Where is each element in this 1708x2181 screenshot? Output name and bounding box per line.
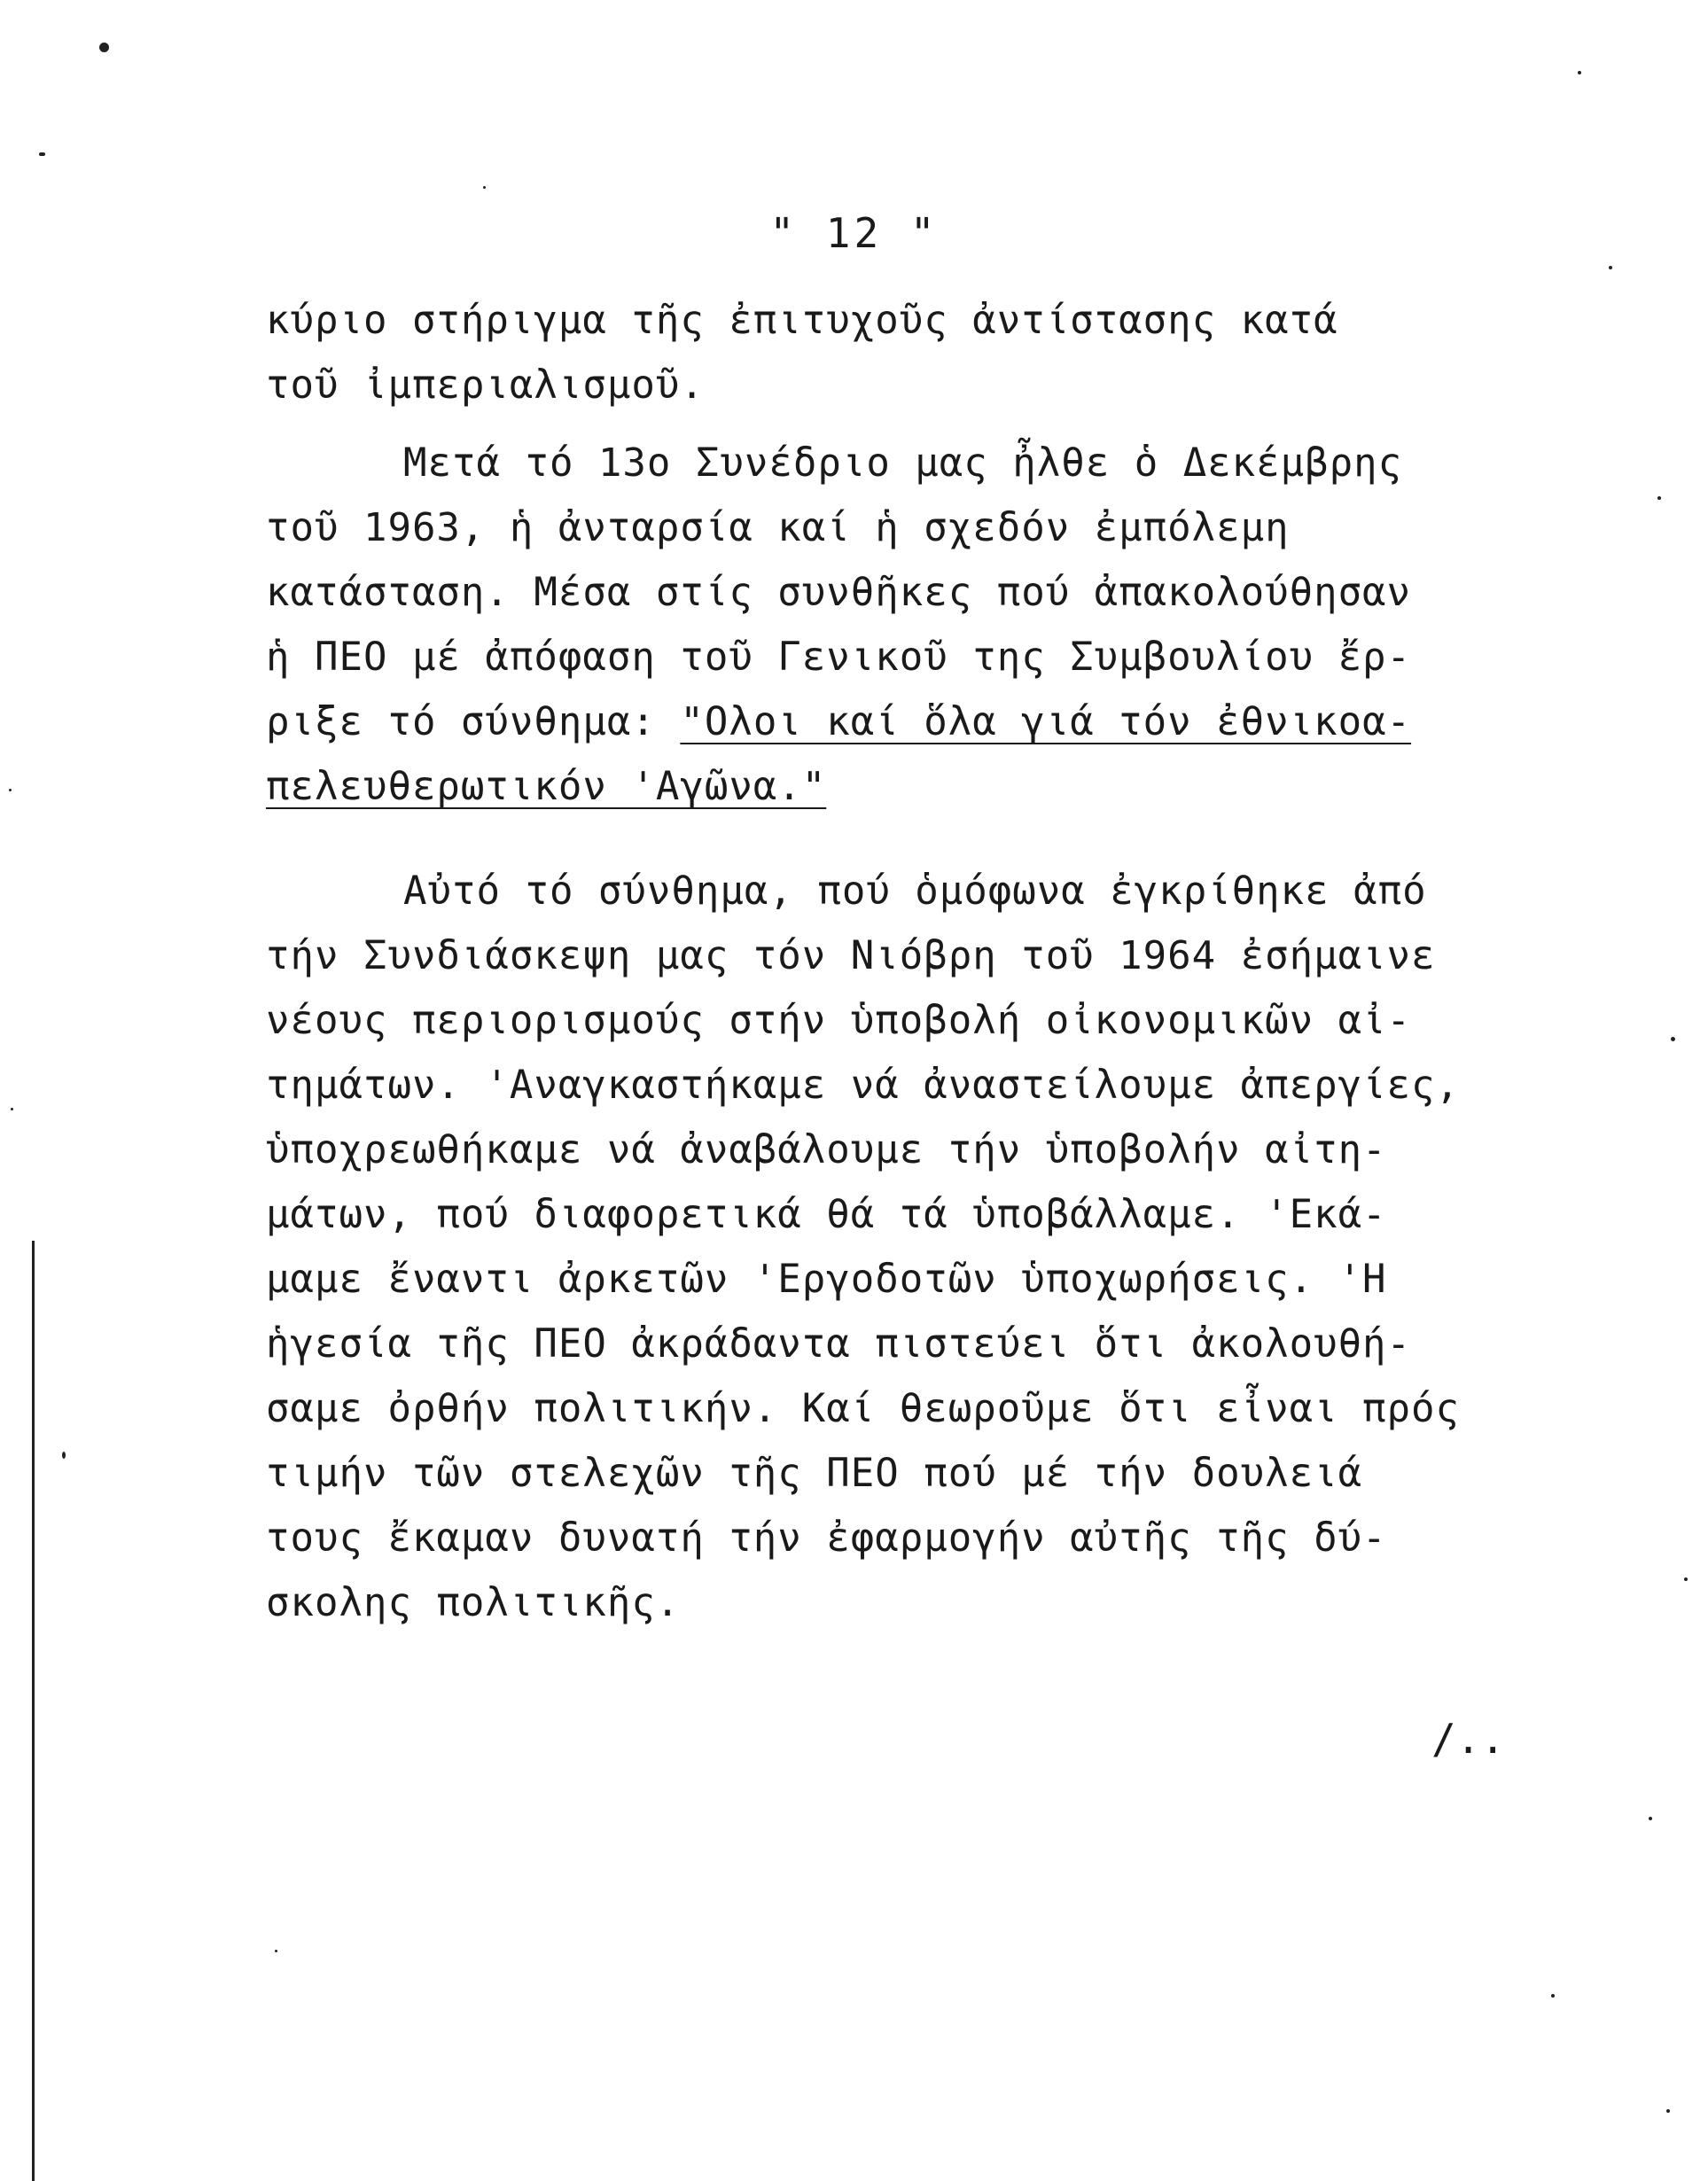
- slogan-prefix: ριξε τό σύνθημα:: [266, 699, 681, 744]
- scan-speck: [1649, 1817, 1652, 1820]
- paragraph-1: [266, 288, 1631, 417]
- text-line: ὑποχρεωθήκαμε νά ἀναβάλουμε τήν ὑποβολήν αἰτη-: [266, 1127, 1387, 1172]
- text-line: ἡ ΠΕΟ μέ ἀπόφαση τοῦ Γενικοῦ της Συμβουλίου ἔρ-: [266, 635, 1412, 680]
- text-line: μάτων, πού διαφορετικά θά τά ὑποβάλλαμε. 'Εκά-: [266, 1192, 1387, 1237]
- scan-speck: [39, 152, 45, 156]
- text-line: τιμήν τῶν στελεχῶν τῆς ΠΕΟ πού μέ τήν δουλειά: [266, 1451, 1363, 1496]
- text-line: τήν Συνδιάσκεψη μας τόν Νιόβρη τοῦ 1964 ἐσήμαινε: [266, 933, 1436, 978]
- text-line: σκολης πολιτικῆς.: [266, 1580, 681, 1625]
- text-line: τοῦ 1963, ἡ ἀνταρσία καί ἡ σχεδόν ἐμπόλεμη: [266, 505, 1290, 550]
- document-body: [266, 288, 1631, 1635]
- text-line: νέους περιορισμούς στήν ὑποβολή οἰκονομικῶν αἰ-: [266, 998, 1412, 1043]
- slogan-text: "Ολοι καί ὅλα γιά τόν ἐθνικοα-: [680, 699, 1412, 744]
- scan-speck: [11, 1108, 13, 1110]
- text-line: μαμε ἔναντι ἀρκετῶν 'Εργοδοτῶν ὑποχωρήσεις. 'Η: [266, 1257, 1387, 1302]
- text-line-slogan-end: [266, 754, 1631, 819]
- text-line: τους ἔκαμαν δυνατή τήν ἐφαρμογήν αὐτῆς τῆς δύ-: [266, 1515, 1387, 1561]
- slogan-text: πελευθερωτικόν 'Αγῶνα.": [266, 764, 827, 809]
- scan-speck: [1551, 1994, 1555, 1998]
- scan-speck: [9, 789, 12, 791]
- text-line: κατάσταση. Μέσα στίς συνθῆκες πού ἀπακολούθησαν: [266, 570, 1412, 615]
- page-number: " 12 ": [769, 209, 939, 257]
- scan-speck: [62, 1452, 66, 1459]
- text-line-slogan-start: [266, 689, 1631, 754]
- text-line: ἡγεσία τῆς ΠΕΟ ἀκράδαντα πιστεύει ὅτι ἀκολουθή-: [266, 1321, 1412, 1367]
- scan-speck: [99, 43, 109, 52]
- scan-margin-line: [32, 1241, 35, 2181]
- text-line: κύριο στήριγμα τῆς ἐπιτυχοῦς ἀντίστασης κατά: [266, 298, 1338, 343]
- scan-speck: [275, 1950, 277, 1952]
- scan-speck: [1671, 1037, 1675, 1041]
- scan-speck: [1609, 266, 1612, 269]
- continuation-mark: /..: [1431, 1715, 1506, 1763]
- scan-speck: [1657, 496, 1661, 500]
- text-line: τοῦ ἰμπεριαλισμοῦ.: [266, 362, 705, 408]
- scan-speck: [483, 186, 486, 189]
- scan-speck: [1684, 1577, 1688, 1581]
- paragraph-2: [266, 431, 1631, 819]
- text-line: σαμε ὀρθήν πολιτικήν. Καί θεωροῦμε ὅτι εἶναι πρός: [266, 1386, 1461, 1431]
- text-line: Μετά τό 13ο Συνέδριο μας ἦλθε ὁ Δεκέμβρης: [403, 440, 1403, 486]
- scan-speck: [1666, 2109, 1670, 2113]
- scan-speck: [1578, 71, 1581, 74]
- text-line: τημάτων. 'Αναγκαστήκαμε νά ἀναστείλουμε ἀπεργίες,: [266, 1063, 1461, 1108]
- text-line: Αὐτό τό σύνθημα, πού ὁμόφωνα ἐγκρίθηκε ἀπό: [403, 869, 1427, 914]
- paragraph-3: [266, 859, 1631, 1635]
